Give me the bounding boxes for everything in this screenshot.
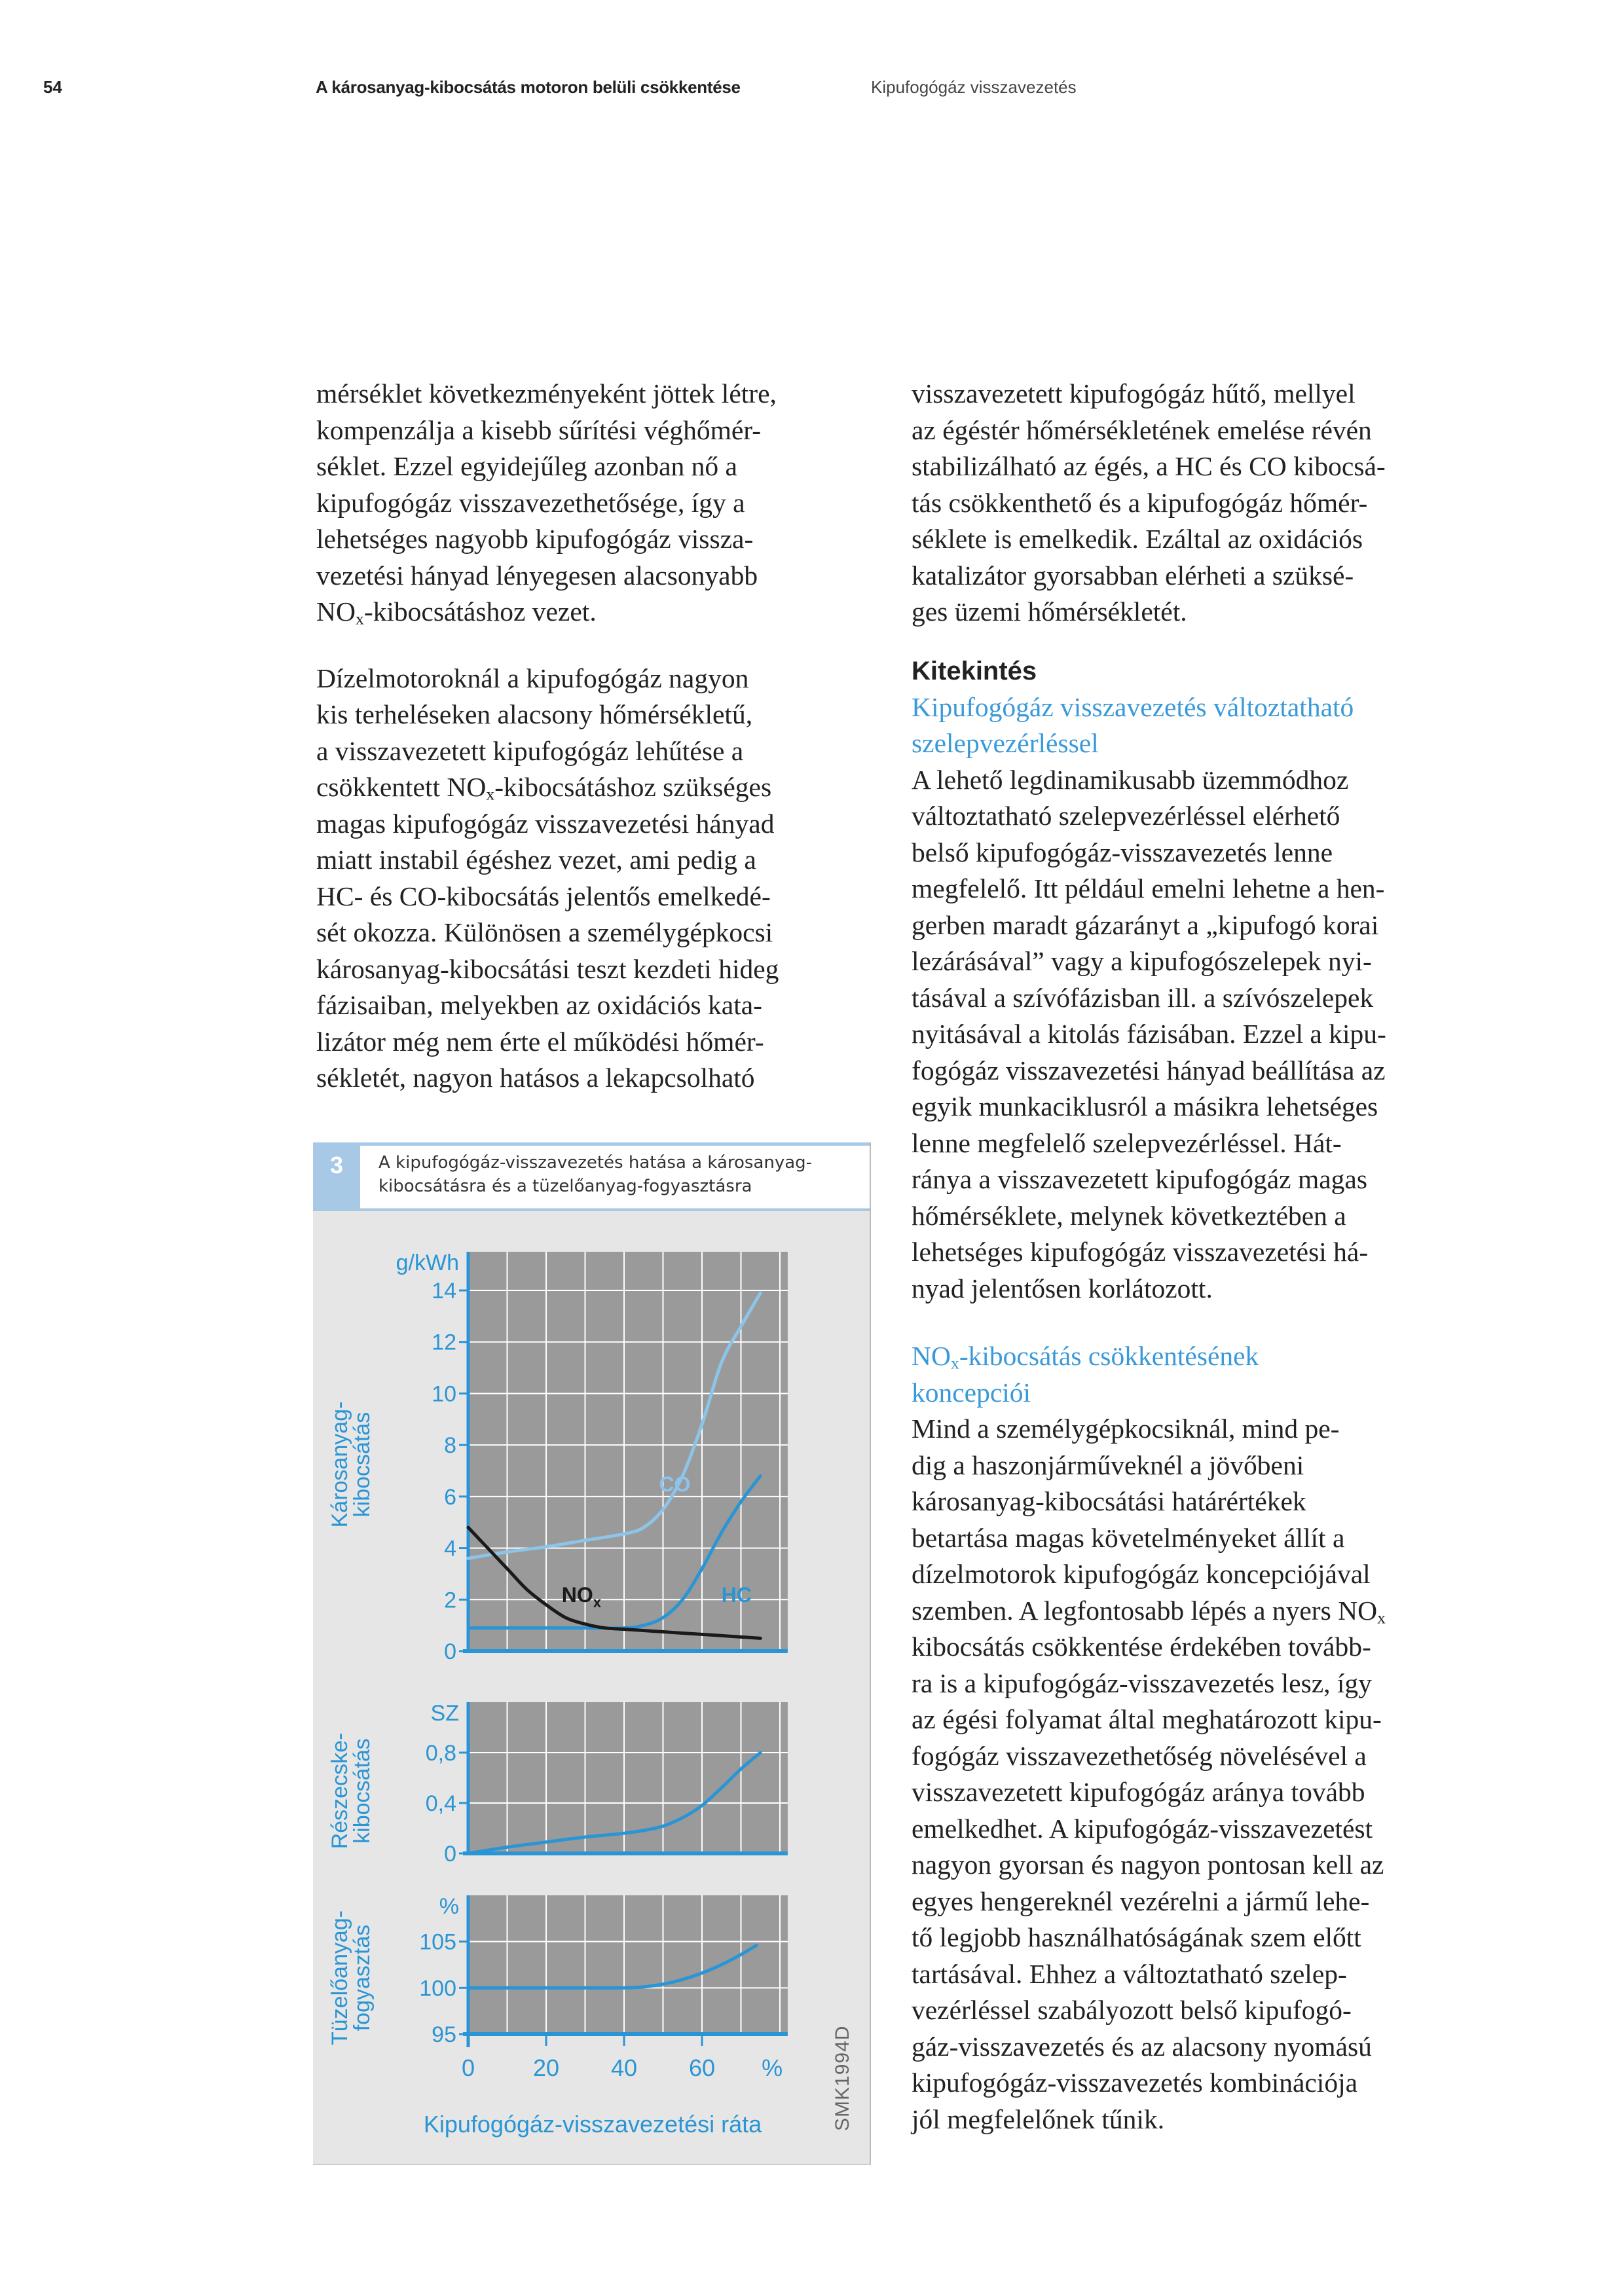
text-line: Mind a személygépkocsiknál, mind pe- — [912, 1413, 1340, 1444]
text-line: fogógáz visszavezethetőség növelésével a — [912, 1740, 1367, 1771]
y-axis-label: kibocsátás — [350, 1738, 375, 1844]
text-line: ra is a kipufogógáz-visszavezetés lesz, így — [912, 1667, 1372, 1698]
y-tick-label: 0 — [444, 1639, 456, 1664]
y-tick-label: 4 — [444, 1536, 456, 1561]
chapter-title: A károsanyag-kibocsátás motoron belüli csökkentése — [316, 77, 741, 97]
y-tick-label: 2 — [444, 1588, 456, 1613]
text-line: visszavezetett kipufogógáz hűtő, mellyel — [912, 378, 1356, 409]
section-heading: Kitekintés — [912, 656, 1037, 685]
text-line: ges üzemi hőmérsékletét. — [912, 596, 1187, 627]
text-line: nagyon gyorsan és nagyon pontosan kell az — [912, 1850, 1384, 1880]
y-axis-label: kibocsátás — [350, 1412, 375, 1518]
text-line: lenne megfelelő szelepvezérléssel. Hát- — [912, 1127, 1342, 1158]
paragraph — [912, 762, 1488, 1307]
text-line: az égési folyamat által meghatározott kipu- — [912, 1704, 1382, 1734]
text-line: vezetési hányad lényegesen alacsonyabb — [316, 560, 758, 591]
y-unit-label: SZ — [430, 1701, 459, 1726]
y-tick-label: 14 — [432, 1279, 456, 1304]
text-line: katalizátor gyorsabban elérheti a szüksé- — [912, 560, 1354, 591]
text-line: séklete is emelkedik. Ezáltal az oxidációs — [912, 524, 1363, 554]
y-tick-label: 10 — [432, 1381, 456, 1407]
text-line: fogógáz visszavezetési hányad beállítása az — [912, 1055, 1386, 1085]
text-line: mérséklet következményeként jöttek létre, — [316, 378, 777, 409]
y-tick-label: 95 — [432, 2022, 456, 2047]
text-line: miatt instabil égéshez vezet, ami pedig a — [316, 845, 756, 875]
text-line: kipufogógáz-visszavezetés kombinációja — [912, 2068, 1358, 2098]
text-line: hőmérséklete, melynek következtében a — [912, 1200, 1346, 1231]
x-tick-label: % — [762, 2054, 783, 2081]
plot-area — [468, 1702, 788, 1853]
text-line: kipufogógáz visszavezethetősége, így a — [316, 487, 745, 518]
subheading — [912, 689, 1488, 762]
y-tick-label: 8 — [444, 1433, 456, 1459]
x-tick-label: 40 — [610, 2054, 638, 2081]
text-line: kompenzálja a kisebb sűrítési véghőmér- — [316, 414, 762, 445]
page-header — [0, 77, 1624, 103]
page-number: 54 — [43, 77, 62, 97]
text-line: A lehető legdinamikusabb üzemmódhoz — [912, 764, 1349, 795]
figure-title-line: kibocsátásra és a tüzelőanyag-fogyasztásra — [378, 1176, 752, 1196]
subscript: x — [593, 1594, 602, 1611]
y-unit-label: g/kWh — [396, 1250, 459, 1275]
text-line: HC- és CO-kibocsátás jelentős emelkedé- — [316, 881, 771, 911]
text-line: sékletét, nagyon hatásos a lekapcsolható — [316, 1063, 755, 1093]
text-line: tásával a szívófázisban ill. a szívószelepek — [912, 982, 1374, 1013]
figure-title-line: A kipufogógáz-visszavezetés hatása a károsanyag- — [378, 1153, 813, 1173]
y-axis-label: Részecske- — [327, 1732, 352, 1850]
series-label-nox: $NO_x$ — [561, 1583, 602, 1611]
plot-area — [468, 1895, 788, 2034]
x-axis-label: Kipufogógáz-visszavezetési ráta — [423, 2111, 762, 2138]
y-tick-label: 100 — [419, 1976, 456, 2001]
text-line: betartása magas követelményeket állít a — [912, 1522, 1345, 1553]
y-axis-label: Tüzelőanyag- — [327, 1910, 352, 2046]
right-column — [912, 376, 1488, 2138]
text-line: fázisaiban, melyekben az oxidációs kata- — [316, 990, 762, 1020]
text-line: az égéstér hőmérsékletének emelése révén — [912, 414, 1372, 445]
text-line: dig a haszonjárműveknél a jövőbeni — [912, 1449, 1304, 1480]
text-line: nyad jelentősen korlátozott. — [912, 1273, 1213, 1303]
figure-code: SMK1994D — [832, 2025, 853, 2131]
left-column — [316, 376, 893, 1097]
chart — [313, 1142, 870, 2164]
text-line: dízelmotorok kipufogógáz koncepciójával — [912, 1559, 1371, 1589]
text-line: vezérléssel szabályozott belső kipufogó- — [912, 1995, 1352, 2025]
text-line: belső kipufogógáz-visszavezetés lenne — [912, 837, 1333, 867]
y-tick-label: 6 — [444, 1484, 456, 1510]
text-line: emelkedhet. A kipufogógáz-visszavezetést — [912, 1813, 1373, 1844]
text-line: csökkentett $NO_x$-kibocsátáshoz szükséges — [316, 772, 772, 804]
text-line: kibocsátás csökkentése érdekében tovább- — [912, 1631, 1371, 1662]
text-line: kis terheléseken alacsony hőmérsékletű, — [316, 699, 753, 729]
paragraph — [912, 376, 1488, 630]
text-line: szelepvezérléssel — [912, 728, 1099, 758]
paragraph — [316, 661, 893, 1097]
text-line: visszavezetett kipufogógáz aránya tovább — [912, 1777, 1365, 1807]
text-line: Kipufogógáz visszavezetés változtatható — [912, 691, 1354, 722]
text-line: koncepciói — [912, 1377, 1031, 1408]
text-line: $NO_x$-kibocsátás csökkentésének — [912, 1341, 1259, 1373]
series-label-hc: HC — [721, 1583, 752, 1607]
text-line: Dízelmotoroknál a kipufogógáz nagyon — [316, 663, 749, 693]
text-line: szemben. A legfontosabb lépés a nyers $NO_x$ — [912, 1595, 1386, 1628]
text-line: sét okozza. Különösen a személygépkocsi — [316, 917, 773, 947]
x-tick-label: 20 — [532, 2054, 560, 2081]
y-tick-label: 0,8 — [425, 1741, 456, 1766]
series-label-co: CO — [659, 1472, 691, 1496]
y-tick-label: 0 — [444, 1842, 456, 1867]
y-unit-label: % — [439, 1894, 459, 1919]
text-line: megfelelő. Itt például emelni lehetne a hen- — [912, 873, 1385, 903]
text-line: tás csökkenthető és a kipufogógáz hőmér- — [912, 487, 1368, 518]
figure-number: 3 — [313, 1146, 360, 1211]
text-line: lizátor még nem érte el működési hőmér- — [316, 1026, 764, 1057]
y-tick-label: 105 — [419, 1929, 456, 1955]
text-line: lehetséges kipufogógáz visszavezetési há- — [912, 1237, 1369, 1267]
text-line: stabilizálható az égés, a HC és CO kibocsá- — [912, 451, 1386, 481]
text-line: séklet. Ezzel egyidejűleg azonban nő a — [316, 451, 737, 481]
text-line: gáz-visszavezetés és az alacsony nyomású — [912, 2031, 1372, 2062]
text-line: $NO_x$-kibocsátáshoz vezet. — [316, 596, 597, 629]
text-line: károsanyag-kibocsátási teszt kezdeti hideg — [316, 953, 779, 984]
section-title: Kipufogógáz visszavezetés — [871, 77, 1077, 97]
text-line: magas kipufogógáz visszavezetési hányad — [316, 808, 775, 839]
y-tick-label: 0,4 — [425, 1791, 456, 1816]
text-line: lezárásával” vagy a kipufogószelepek nyi- — [912, 946, 1372, 976]
paragraph — [316, 376, 893, 630]
text-line: egyes hengereknél vezérelni a jármű lehe- — [912, 1886, 1370, 1916]
y-axis-label: fogyasztás — [350, 1924, 375, 2032]
subheading — [912, 1338, 1488, 1411]
text-line: károsanyag-kibocsátási határértékek — [912, 1486, 1306, 1516]
figure-egr-effects — [313, 1142, 871, 2165]
text-line: tő legjobb használhatóságának szem előtt — [912, 1922, 1361, 1952]
y-axis-label: Károsanyag- — [327, 1401, 352, 1528]
text-line: gerben maradt gázarányt a „kipufogó korai — [912, 909, 1379, 940]
text-line: jól megfelelőnek tűnik. — [912, 2104, 1165, 2134]
text-line: a visszavezetett kipufogógáz lehűtése a — [316, 735, 744, 766]
text-line: változtatható szelepvezérléssel elérhető — [912, 801, 1340, 831]
text-line: egyik munkaciklusról a másikra lehetséges — [912, 1091, 1378, 1121]
text-line: lehetséges nagyobb kipufogógáz vissza- — [316, 524, 754, 554]
x-tick-label: 0 — [461, 2054, 475, 2081]
text-line: ránya a visszavezetett kipufogógáz magas — [912, 1164, 1367, 1194]
y-tick-label: 12 — [432, 1330, 456, 1355]
paragraph — [912, 1411, 1488, 2138]
text-line: tartásával. Ehhez a változtatható szelep- — [912, 1958, 1347, 1989]
text-line: nyitásával a kitolás fázisában. Ezzel a kipu- — [912, 1019, 1386, 1049]
x-tick-label: 60 — [688, 2054, 716, 2081]
